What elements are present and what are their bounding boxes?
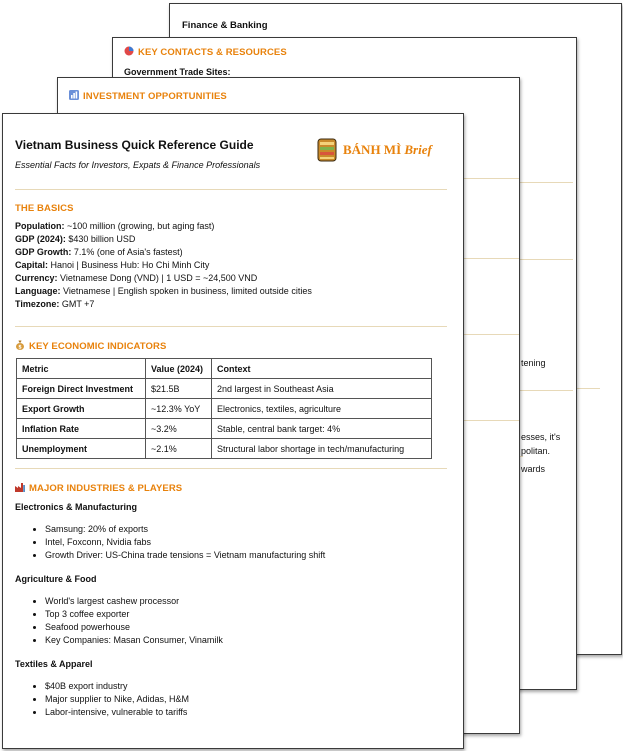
row-value: Hanoi | Business Hub: Ho Chi Minh City — [48, 260, 210, 270]
the-basics-heading: THE BASICS — [15, 203, 74, 214]
basics-row-timezone — [15, 298, 445, 311]
basics-row-language — [15, 285, 445, 298]
row-value: Vietnamese Dong (VND) | 1 USD = ~24,500 VND — [57, 273, 258, 283]
money-bag-icon — [15, 340, 25, 350]
row-label: Capital: — [15, 260, 49, 270]
divider — [15, 468, 447, 469]
divider — [15, 326, 447, 327]
government-trade-sites-label: Government Trade Sites: — [124, 67, 231, 77]
investment-opportunities-title: INVESTMENT OPPORTUNITIES — [83, 91, 227, 102]
divider — [463, 334, 519, 335]
investment-opportunities-heading — [69, 90, 227, 102]
major-industries-heading — [15, 482, 182, 494]
list-item: • Key Companies: Masan Consumer, Vinamilk — [45, 634, 445, 647]
bar-chart-icon — [69, 90, 79, 100]
document-subtitle: Essential Facts for Investors, Expats & Finance Professionals — [15, 160, 261, 170]
finance-banking-heading: Finance & Banking — [182, 20, 268, 31]
row-label: GDP (2024): — [15, 234, 66, 244]
list-item: • Intel, Foxconn, Nvidia fabs — [45, 536, 445, 549]
table-row — [17, 419, 432, 439]
fragment-text: wards — [521, 464, 546, 474]
context-cell: Stable, central bank target: 4% — [212, 419, 432, 439]
list-item: • Top 3 coffee exporter — [45, 608, 445, 621]
row-value: $430 billion USD — [65, 234, 136, 244]
pie-chart-icon — [124, 46, 134, 56]
key-contacts-title: KEY CONTACTS & RESOURCES — [138, 47, 287, 58]
list-item: • Growth Driver: US-China trade tensions = Vietnam manufacturing shift — [45, 549, 445, 562]
banh-mi-brief-logo — [316, 134, 446, 168]
metric-cell: Foreign Direct Investment — [17, 379, 146, 399]
economic-indicators-table — [16, 358, 432, 459]
table-row — [17, 379, 432, 399]
row-label: Currency: — [15, 273, 58, 283]
row-value: ~100 million (growing, but aging fast) — [64, 221, 215, 231]
industry-list — [15, 523, 445, 562]
value-cell: $21.5B — [146, 379, 212, 399]
column-header-value: Value (2024) — [146, 359, 212, 379]
industries-body — [15, 502, 445, 719]
row-label: Population: — [15, 221, 65, 231]
table-header-row — [17, 359, 432, 379]
basics-row-gdp — [15, 233, 445, 246]
list-item: • World's largest cashew processor — [45, 595, 445, 608]
row-label: Timezone: — [15, 299, 60, 309]
fragment-text: politan. — [521, 446, 551, 456]
key-contacts-heading — [124, 46, 287, 58]
basics-row-capital — [15, 259, 445, 272]
table-row — [17, 399, 432, 419]
factory-icon — [15, 482, 25, 492]
divider — [463, 258, 519, 259]
divider — [463, 178, 519, 179]
row-value: Vietnamese | English spoken in business, limited outside cities — [60, 286, 312, 296]
column-header-context: Context — [212, 359, 432, 379]
divider — [15, 189, 447, 190]
fragment-text: tening — [521, 358, 546, 368]
industry-group-title: Textiles & Apparel — [15, 659, 93, 669]
indicators-title: KEY ECONOMIC INDICATORS — [29, 341, 167, 352]
svg-text:$: $ — [18, 344, 22, 350]
industries-title: MAJOR INDUSTRIES & PLAYERS — [29, 483, 183, 494]
list-item: • Major supplier to Nike, Adidas, H&M — [45, 693, 445, 706]
list-item: • Labor-intensive, vulnerable to tariffs — [45, 706, 445, 719]
key-economic-indicators-heading — [15, 340, 166, 352]
basics-list — [15, 220, 445, 311]
value-cell: ~3.2% — [146, 419, 212, 439]
industry-list — [15, 595, 445, 647]
metric-cell: Inflation Rate — [17, 419, 146, 439]
brand-accent: Brief — [404, 142, 432, 157]
basics-row-population — [15, 220, 445, 233]
industry-group-title: Electronics & Manufacturing — [15, 502, 138, 512]
sandwich-icon — [316, 136, 338, 169]
row-label: Language: — [15, 286, 61, 296]
document-page-1 — [2, 113, 464, 749]
list-item: • $40B export industry — [45, 680, 445, 693]
value-cell: ~2.1% — [146, 439, 212, 459]
column-header-metric: Metric — [17, 359, 146, 379]
row-value: 7.1% (one of Asia's fastest) — [71, 247, 183, 257]
metric-cell: Export Growth — [17, 399, 146, 419]
row-value: GMT +7 — [59, 299, 95, 309]
context-cell: Structural labor shortage in tech/manufacturing — [212, 439, 432, 459]
list-item: • Samsung: 20% of exports — [45, 523, 445, 536]
fragment-text: esses, it's — [521, 432, 561, 442]
table-row — [17, 439, 432, 459]
basics-row-currency — [15, 272, 445, 285]
list-item: • Seafood powerhouse — [45, 621, 445, 634]
basics-row-gdp-growth — [15, 246, 445, 259]
context-cell: Electronics, textiles, agriculture — [212, 399, 432, 419]
brand-name: BÁNH MÌ — [343, 142, 402, 157]
industry-list — [15, 680, 445, 719]
divider — [463, 420, 519, 421]
context-cell: 2nd largest in Southeast Asia — [212, 379, 432, 399]
row-label: GDP Growth: — [15, 247, 72, 257]
industry-group-title: Agriculture & Food — [15, 574, 97, 584]
document-title: Vietnam Business Quick Reference Guide — [15, 138, 254, 152]
metric-cell: Unemployment — [17, 439, 146, 459]
value-cell: ~12.3% YoY — [146, 399, 212, 419]
